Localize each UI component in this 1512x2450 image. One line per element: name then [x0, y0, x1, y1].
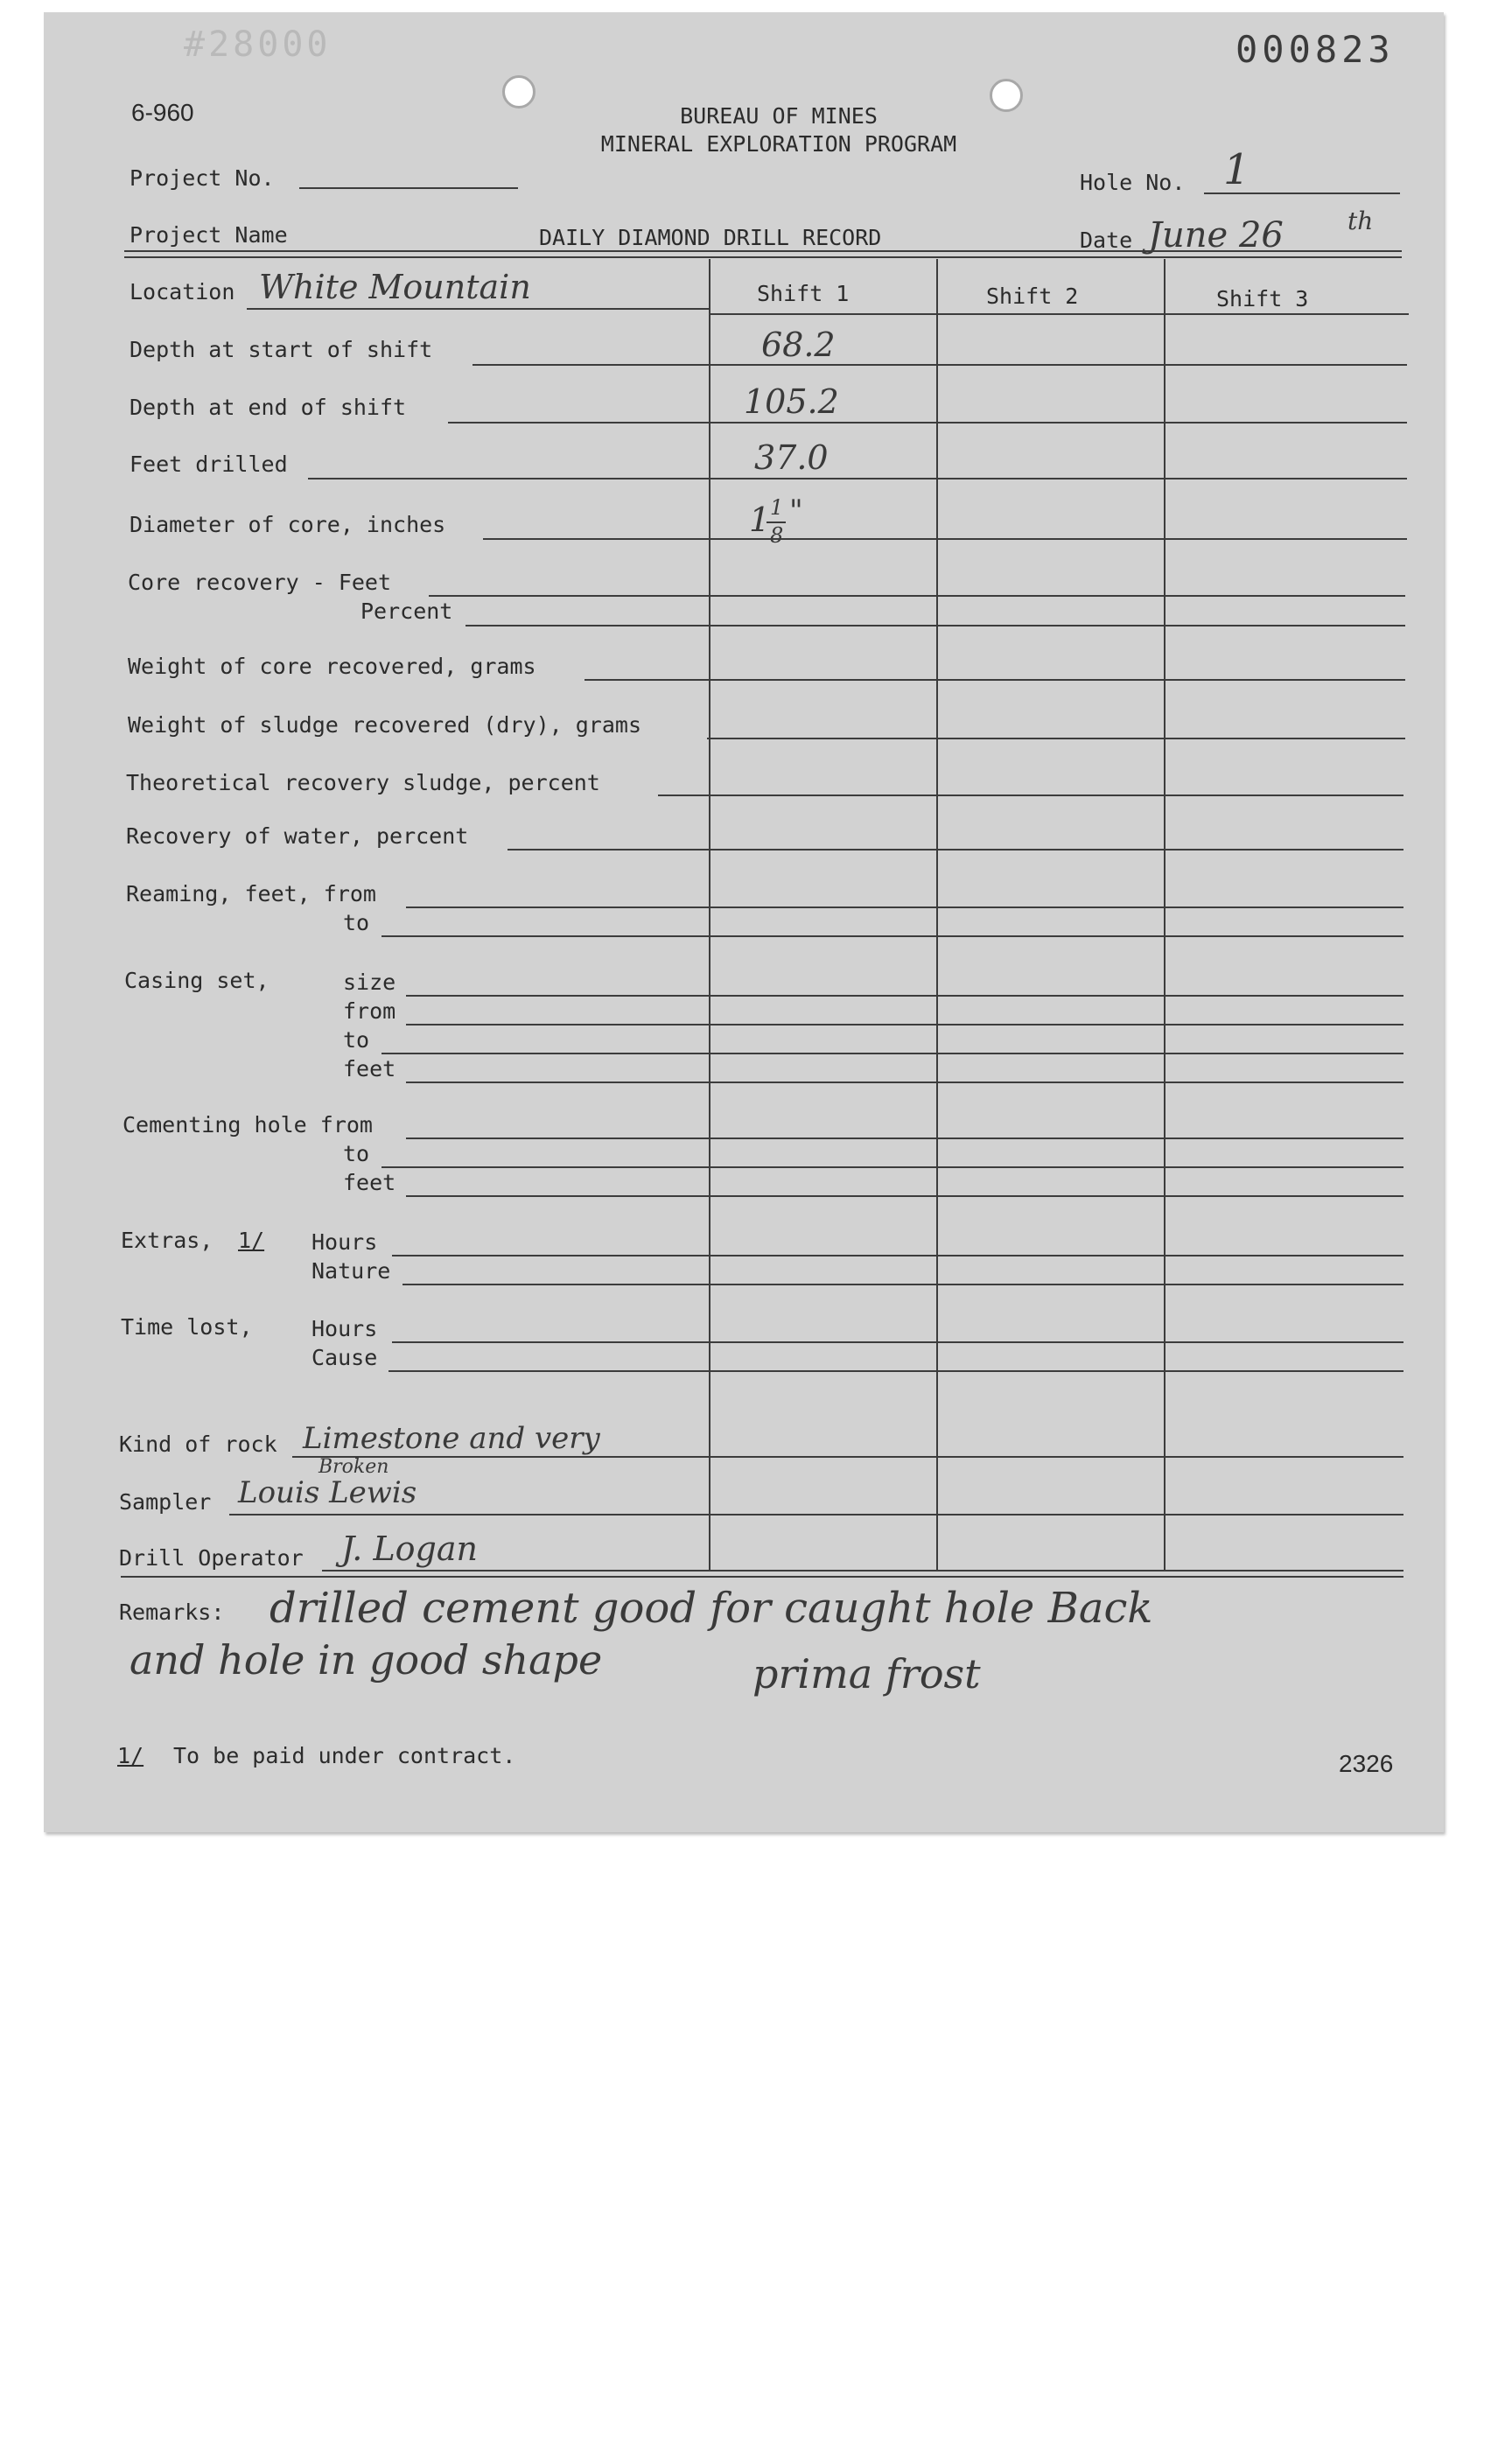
- recovery-water-label: Recovery of water, percent: [126, 823, 469, 849]
- shift-header-line: [709, 313, 1409, 315]
- casing-size-label: size: [343, 970, 396, 995]
- reaming-from-line: [406, 906, 1404, 908]
- casing-from-label: from: [343, 998, 396, 1024]
- bottom-rule-top: [322, 1570, 1404, 1572]
- cementing-to-line: [382, 1166, 1404, 1168]
- footnote-mark: 1/: [117, 1743, 144, 1768]
- drill-operator-label: Drill Operator: [119, 1545, 304, 1571]
- depth-end-line: [448, 422, 1407, 424]
- core-diameter-whole: 1: [749, 500, 771, 539]
- time-lost-hours-line: [392, 1341, 1404, 1343]
- hole-no-label: Hole No.: [1080, 170, 1186, 195]
- time-lost-label: Time lost,: [121, 1314, 253, 1340]
- agency-title: BUREAU OF MINES: [680, 103, 878, 129]
- casing-size-line: [406, 995, 1404, 997]
- sampler-label: Sampler: [119, 1489, 212, 1515]
- shift3-header: Shift 3: [1216, 286, 1309, 312]
- recovery-water-line: [508, 849, 1404, 850]
- reaming-to-label: to: [343, 910, 370, 935]
- bottom-rule-bottom: [121, 1576, 1404, 1578]
- time-lost-hours-label: Hours: [312, 1316, 378, 1341]
- drill-operator-value: J. Logan: [341, 1530, 479, 1568]
- remarks-label: Remarks:: [119, 1600, 225, 1625]
- shift2-header: Shift 2: [986, 284, 1079, 309]
- hole-no-value: 1: [1223, 145, 1250, 194]
- hole-no-line: [1204, 192, 1400, 194]
- depth-end-shift1: 105.2: [744, 382, 839, 421]
- kind-of-rock-value: Limestone and very: [303, 1421, 600, 1456]
- extras-nature-label: Nature: [312, 1258, 391, 1284]
- page-code: 2326: [1339, 1750, 1394, 1777]
- extras-hours-line: [392, 1255, 1404, 1256]
- weight-core-line: [584, 679, 1405, 681]
- header-rule-bottom: [124, 256, 1402, 258]
- serial-number: 000823: [1236, 28, 1395, 71]
- core-recovery-feet-line: [429, 595, 1405, 597]
- depth-end-label: Depth at end of shift: [130, 395, 407, 420]
- core-diameter-label: Diameter of core, inches: [130, 512, 446, 537]
- faded-stamp-number: #28000: [184, 24, 332, 65]
- core-recovery-percent-label: Percent: [360, 598, 453, 624]
- form-title: DAILY DIAMOND DRILL RECORD: [539, 225, 882, 250]
- core-recovery-label: Core recovery - Feet: [128, 570, 392, 595]
- depth-start-label: Depth at start of shift: [130, 337, 433, 362]
- date-value: June 26: [1148, 215, 1284, 256]
- time-lost-cause-line: [388, 1370, 1404, 1372]
- remarks-line-2b: prima frost: [752, 1650, 981, 1698]
- project-no-line: [299, 187, 518, 189]
- shift2-column-left: [936, 259, 938, 1570]
- reaming-label: Reaming, feet, from: [126, 881, 376, 906]
- casing-to-label: to: [343, 1027, 370, 1053]
- time-lost-cause-label: Cause: [312, 1345, 378, 1370]
- core-diameter-inch-mark: ": [789, 494, 803, 528]
- weight-core-label: Weight of core recovered, grams: [128, 654, 536, 679]
- casing-feet-line: [406, 1082, 1404, 1083]
- cementing-from-line: [406, 1138, 1404, 1139]
- feet-drilled-line: [308, 478, 1407, 480]
- cementing-label: Cementing hole from: [122, 1112, 373, 1138]
- core-diameter-numerator: 1: [770, 495, 784, 520]
- core-diameter-denominator: 8: [770, 523, 784, 548]
- weight-sludge-line: [707, 738, 1405, 739]
- location-line: [247, 308, 709, 310]
- depth-start-shift1: 68.2: [761, 326, 836, 364]
- form-sheet: [44, 12, 1444, 1832]
- extras-hours-label: Hours: [312, 1229, 378, 1255]
- core-diameter-line: [483, 538, 1407, 540]
- location-value: White Mountain: [259, 268, 531, 306]
- footnote-text: To be paid under contract.: [173, 1743, 516, 1768]
- form-number: 6-960: [131, 99, 194, 126]
- program-title: MINERAL EXPLORATION PROGRAM: [600, 131, 957, 157]
- reaming-to-line: [382, 935, 1404, 937]
- date-label: Date: [1080, 228, 1133, 253]
- depth-start-line: [472, 364, 1407, 366]
- remarks-line-2: and hole in good shape: [130, 1636, 603, 1684]
- extras-label: Extras,: [121, 1228, 214, 1253]
- shift1-column-left: [709, 259, 710, 1570]
- casing-feet-label: feet: [343, 1056, 396, 1082]
- theoretical-sludge-label: Theoretical recovery sludge, percent: [126, 770, 600, 795]
- kind-of-rock-value-insert: Broken: [318, 1456, 389, 1478]
- kind-of-rock-line: [292, 1456, 1404, 1458]
- shift1-header: Shift 1: [757, 281, 850, 306]
- extras-nature-line: [402, 1284, 1404, 1285]
- sampler-value: Louis Lewis: [238, 1475, 417, 1510]
- casing-label: Casing set,: [124, 968, 270, 993]
- location-label: Location: [130, 279, 235, 304]
- project-no-label: Project No.: [130, 165, 275, 191]
- core-recovery-percent-line: [466, 625, 1405, 626]
- cementing-feet-label: feet: [343, 1170, 396, 1195]
- cementing-to-label: to: [343, 1141, 370, 1166]
- extras-footnote-mark: 1/: [238, 1228, 265, 1253]
- feet-drilled-label: Feet drilled: [130, 452, 288, 477]
- project-name-label: Project Name: [130, 222, 288, 248]
- casing-from-line: [406, 1024, 1404, 1026]
- shift3-column-left: [1164, 259, 1166, 1570]
- weight-sludge-label: Weight of sludge recovered (dry), grams: [128, 712, 641, 738]
- kind-of-rock-label: Kind of rock: [119, 1432, 277, 1457]
- date-suffix: th: [1348, 206, 1374, 235]
- remarks-line-1: drilled cement good for caught hole Back: [270, 1584, 1153, 1633]
- feet-drilled-shift1: 37.0: [754, 438, 829, 477]
- theoretical-sludge-line: [658, 794, 1404, 796]
- casing-to-line: [382, 1053, 1404, 1054]
- sampler-line: [229, 1514, 1404, 1516]
- cementing-feet-line: [406, 1195, 1404, 1197]
- header-rule-top: [124, 250, 1402, 252]
